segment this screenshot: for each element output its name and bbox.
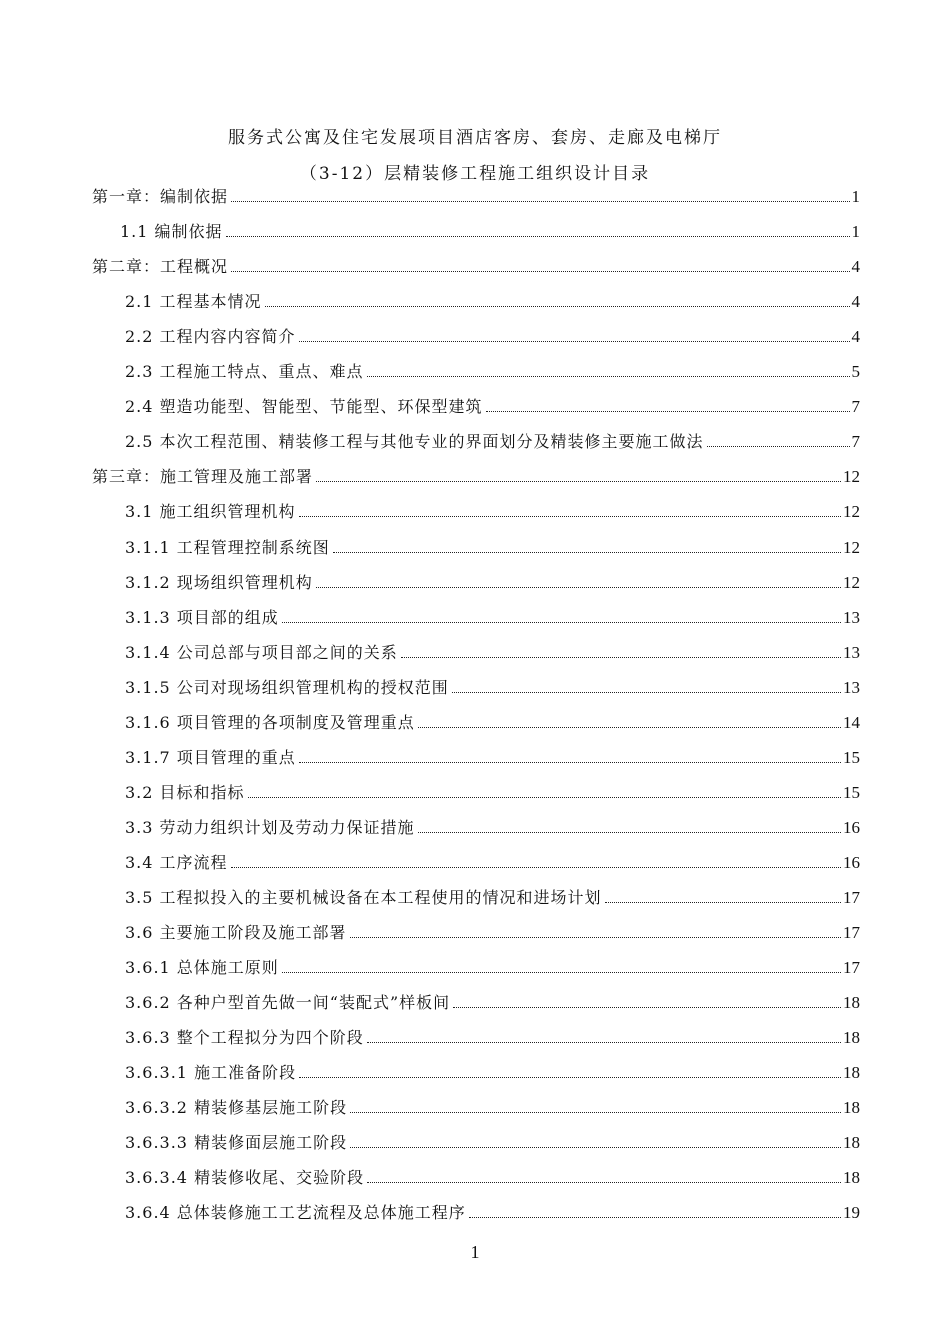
- toc-entry[interactable]: [125, 570, 860, 594]
- toc-dot-leader: [226, 236, 850, 237]
- toc-entry-label: 3.1.5 公司对现场组织管理机构的授权范围: [125, 678, 449, 697]
- toc-entry-page-number: 12: [843, 467, 860, 486]
- toc-entry-label: 第三章：施工管理及施工部署: [92, 467, 314, 486]
- document-title-line2: （3-12）层精装修工程施工组织设计目录: [299, 164, 651, 184]
- toc-entry[interactable]: [125, 1060, 860, 1084]
- toc-dot-leader: [231, 271, 849, 272]
- toc-dot-leader: [469, 1217, 841, 1218]
- toc-entry[interactable]: [125, 429, 860, 453]
- toc-entry[interactable]: [125, 815, 860, 839]
- toc-dot-leader: [299, 762, 841, 763]
- toc-entry-label: 2.2 工程内容内容简介: [125, 327, 296, 346]
- toc-entry-page-number: 1: [851, 187, 860, 206]
- toc-entry-label: 3.3 劳动力组织计划及劳动力保证措施: [125, 818, 415, 837]
- toc-entry-label: 第二章：工程概况: [92, 257, 229, 276]
- toc-entry[interactable]: [125, 324, 860, 348]
- toc-entry[interactable]: [125, 289, 860, 313]
- toc-entry[interactable]: [92, 254, 860, 278]
- toc-dot-leader: [299, 1077, 841, 1078]
- toc-entry-label: 2.3 工程施工特点、重点、难点: [125, 362, 364, 381]
- toc-dot-leader: [231, 867, 841, 868]
- toc-dot-leader: [299, 516, 841, 517]
- toc-dot-leader: [486, 411, 850, 412]
- toc-entry[interactable]: [92, 184, 860, 208]
- toc-entry[interactable]: [125, 920, 860, 944]
- toc-dot-leader: [282, 972, 841, 973]
- toc-dot-leader: [350, 937, 841, 938]
- toc-dot-leader: [299, 341, 850, 342]
- toc-entry-label: 3.1.2 现场组织管理机构: [125, 573, 313, 592]
- toc-entry[interactable]: [125, 675, 860, 699]
- toc-entry-label: 3.4 工序流程: [125, 853, 228, 872]
- toc-entry-label: 3.6.3.1 施工准备阶段: [125, 1063, 297, 1082]
- toc-dot-leader: [367, 1042, 841, 1043]
- document-title-line1: 服务式公寓及住宅发展项目酒店客房、套房、走廊及电梯厅: [228, 128, 722, 148]
- toc-entry[interactable]: [125, 745, 860, 769]
- toc-entry-page-number: 18: [843, 1063, 860, 1082]
- toc-entry-label: 3.5 工程拟投入的主要机械设备在本工程使用的情况和进场计划: [125, 888, 602, 907]
- toc-entry-label: 第一章：编制依据: [92, 187, 229, 206]
- toc-entry-label: 3.6.1 总体施工原则: [125, 958, 279, 977]
- toc-dot-leader: [282, 622, 841, 623]
- toc-entry[interactable]: [125, 640, 860, 664]
- toc-entry[interactable]: [125, 780, 860, 804]
- toc-entry-page-number: 4: [851, 257, 860, 276]
- toc-entry-page-number: 13: [843, 678, 860, 697]
- toc-entry-page-number: 17: [843, 923, 860, 942]
- toc-entry-page-number: 17: [843, 888, 860, 907]
- toc-entry-label: 2.1 工程基本情况: [125, 292, 262, 311]
- toc-entry-page-number: 1: [851, 222, 860, 241]
- toc-entry-label: 3.6.3.4 精装修收尾、交验阶段: [125, 1168, 365, 1187]
- toc-dot-leader: [367, 376, 850, 377]
- toc-dot-leader: [350, 1112, 841, 1113]
- toc-entry-label: 3.6.3.3 精装修面层施工阶段: [125, 1133, 348, 1152]
- toc-entry-page-number: 12: [843, 538, 860, 557]
- toc-entry-label: 3.2 目标和指标: [125, 783, 245, 802]
- toc-entry[interactable]: [92, 464, 860, 488]
- toc-entry-label: 1.1 编制依据: [120, 222, 223, 241]
- toc-dot-leader: [316, 587, 841, 588]
- toc-entry-page-number: 5: [851, 362, 860, 381]
- toc-entry-page-number: 16: [843, 818, 860, 837]
- toc-entry-page-number: 7: [851, 397, 860, 416]
- toc-entry[interactable]: [125, 710, 860, 734]
- toc-entry-label: 3.1.7 项目管理的重点: [125, 748, 296, 767]
- toc-dot-leader: [401, 657, 841, 658]
- toc-entry[interactable]: [125, 1200, 860, 1224]
- toc-dot-leader: [316, 481, 841, 482]
- toc-entry-label: 2.4 塑造功能型、智能型、节能型、环保型建筑: [125, 397, 483, 416]
- toc-entry-page-number: 15: [843, 748, 860, 767]
- toc-dot-leader: [367, 1182, 841, 1183]
- toc-dot-leader: [453, 1007, 841, 1008]
- toc-entry-label: 3.1.4 公司总部与项目部之间的关系: [125, 643, 398, 662]
- toc-entry-page-number: 13: [843, 643, 860, 662]
- toc-dot-leader: [248, 797, 841, 798]
- toc-entry-label: 3.1.6 项目管理的各项制度及管理重点: [125, 713, 415, 732]
- toc-entry[interactable]: [125, 850, 860, 874]
- toc-entry-page-number: 4: [851, 327, 860, 346]
- toc-entry-page-number: 16: [843, 853, 860, 872]
- toc-dot-leader: [605, 902, 841, 903]
- toc-entry[interactable]: [125, 359, 860, 383]
- toc-entry-page-number: 18: [843, 1133, 860, 1152]
- toc-entry-label: 3.1.3 项目部的组成: [125, 608, 279, 627]
- toc-entry-label: 2.5 本次工程范围、精装修工程与其他专业的界面划分及精装修主要施工做法: [125, 432, 704, 451]
- toc-entry[interactable]: [125, 535, 860, 559]
- toc-entry[interactable]: [125, 394, 860, 418]
- toc-entry[interactable]: [125, 990, 860, 1014]
- toc-dot-leader: [707, 446, 850, 447]
- toc-entry-page-number: 17: [843, 958, 860, 977]
- toc-entry[interactable]: [120, 219, 860, 243]
- toc-entry-label: 3.1.1 工程管理控制系统图: [125, 538, 330, 557]
- toc-entry-page-number: 18: [843, 993, 860, 1012]
- toc-entry-page-number: 15: [843, 783, 860, 802]
- toc-entry[interactable]: [125, 955, 860, 979]
- toc-entry[interactable]: [125, 885, 860, 909]
- toc-entry-label: 3.6.2 各种户型首先做一间“装配式”样板间: [125, 993, 451, 1012]
- toc-entry-page-number: 14: [843, 713, 860, 732]
- toc-dot-leader: [265, 306, 850, 307]
- toc-entry-page-number: 12: [843, 502, 860, 521]
- toc-entry-page-number: 19: [843, 1203, 860, 1222]
- toc-dot-leader: [418, 832, 841, 833]
- toc-entry[interactable]: [125, 605, 860, 629]
- toc-entry-page-number: 12: [843, 573, 860, 592]
- toc-dot-leader: [231, 201, 849, 202]
- toc-dot-leader: [350, 1147, 841, 1148]
- toc-entry[interactable]: [125, 1130, 860, 1154]
- toc-entry-page-number: 4: [851, 292, 860, 311]
- toc-entry-page-number: 18: [843, 1028, 860, 1047]
- toc-entry-label: 3.1 施工组织管理机构: [125, 502, 296, 521]
- toc-entry-label: 3.6.3 整个工程拟分为四个阶段: [125, 1028, 364, 1047]
- footer-page-number: 1: [470, 1242, 480, 1262]
- toc-entry-label: 3.6 主要施工阶段及施工部署: [125, 923, 347, 942]
- toc-entry-page-number: 18: [843, 1168, 860, 1187]
- toc-entry[interactable]: [125, 1095, 860, 1119]
- toc-dot-leader: [333, 552, 841, 553]
- toc-entry-page-number: 13: [843, 608, 860, 627]
- toc-entry[interactable]: [125, 1025, 860, 1049]
- toc-entry[interactable]: [125, 1165, 860, 1189]
- toc-dot-leader: [452, 692, 841, 693]
- toc-entry[interactable]: [125, 499, 860, 523]
- toc-entry-label: 3.6.3.2 精装修基层施工阶段: [125, 1098, 348, 1117]
- toc-entry-page-number: 18: [843, 1098, 860, 1117]
- toc-entry-label: 3.6.4 总体装修施工工艺流程及总体施工程序: [125, 1203, 466, 1222]
- toc-dot-leader: [418, 727, 841, 728]
- toc-entry-page-number: 7: [851, 432, 860, 451]
